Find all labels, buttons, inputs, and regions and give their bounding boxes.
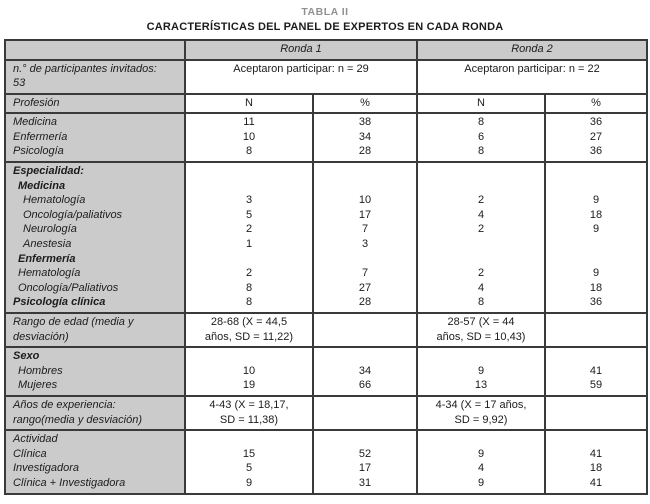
cell-value: años, SD = 11,22) [204, 330, 294, 343]
cell-value: 59 [589, 379, 603, 392]
sex-col3-cell [545, 347, 647, 396]
cell-value: 9 [592, 267, 600, 280]
participants-round2-cell [417, 60, 647, 94]
cell-value: 9 [592, 223, 600, 236]
cell-value [314, 252, 416, 267]
section-row-experience [5, 396, 647, 430]
cell-value [418, 349, 544, 364]
cell-value: SD = 9,92) [454, 413, 508, 426]
cell-value: 8 [477, 116, 485, 129]
row-label: Oncología/paliativos [23, 208, 123, 221]
age-range-col3-cell [545, 313, 647, 347]
round1-column-header: Ronda 1 [185, 40, 417, 60]
row-label: Sexo [13, 350, 40, 363]
age-range-col2-cell [417, 313, 545, 347]
row-label: Hombres [18, 364, 63, 377]
cell-value [418, 179, 544, 194]
activity-label-cell [5, 430, 185, 493]
cell-value [314, 315, 416, 330]
cell-value: 18 [589, 208, 603, 221]
profession-col2-cell [417, 113, 545, 162]
experience-col0-cell [185, 396, 313, 430]
round-header-row [5, 40, 647, 60]
cell-value: % [360, 96, 370, 109]
profession-header-col3-cell [545, 94, 647, 114]
cell-value: 34 [358, 130, 372, 143]
section-row-profession-header [5, 94, 647, 114]
cell-value: 8 [477, 145, 485, 158]
cell-value [418, 432, 544, 447]
sex-col1-cell [313, 347, 417, 396]
row-label: desviación) [13, 330, 69, 343]
cell-value: 2 [245, 267, 253, 280]
table-number-title: TABLA II [301, 6, 349, 18]
cell-value: 28-68 (X = 44,5 [210, 316, 288, 328]
cell-value: 19 [242, 379, 256, 392]
section-row-profession [5, 113, 647, 162]
cell-value [546, 432, 646, 447]
activity-col2-cell [417, 430, 545, 493]
cell-value: años, SD = 10,43) [436, 330, 526, 343]
speciality-col1-cell [313, 162, 417, 313]
profession-col0-cell [185, 113, 313, 162]
cell-value [314, 349, 416, 364]
sex-label-cell [5, 347, 185, 396]
age-range-col0-cell [185, 313, 313, 347]
cell-value [314, 330, 416, 345]
section-row-sex [5, 347, 647, 396]
cell-value: 9 [592, 194, 600, 207]
cell-value: 27 [358, 281, 372, 294]
cell-value: N [477, 96, 485, 109]
row-label: Hematología [18, 267, 81, 280]
cell-value [546, 237, 646, 252]
profession-header-col0-cell [185, 94, 313, 114]
sex-col2-cell [417, 347, 545, 396]
speciality-col0-cell [185, 162, 313, 313]
cell-value: 6 [477, 130, 485, 143]
cell-value [546, 252, 646, 267]
experience-label-cell [5, 396, 185, 430]
row-label: Investigadora [13, 462, 80, 475]
row-label: 53 [13, 77, 26, 90]
cell-value [186, 164, 312, 179]
cell-value: 4 [477, 208, 485, 221]
cell-value [546, 413, 646, 428]
cell-value [314, 413, 416, 428]
cell-value: 31 [358, 476, 372, 489]
cell-value: 4-43 (X = 18,17, [209, 398, 289, 411]
cell-value: 8 [477, 296, 485, 309]
cell-value: 4 [477, 281, 485, 294]
cell-value [314, 398, 416, 413]
cell-value: 18 [589, 462, 603, 475]
speciality-col2-cell [417, 162, 545, 313]
cell-value [186, 252, 312, 267]
cell-value: 15 [242, 447, 256, 460]
age-range-col1-cell [313, 313, 417, 347]
experience-col1-cell [313, 396, 417, 430]
cell-value [546, 398, 646, 413]
row-label: Anestesia [23, 238, 72, 251]
row-label: Actividad [13, 433, 58, 446]
participants-label-cell [5, 60, 185, 94]
profession-header-label-cell [5, 94, 185, 114]
cell-value [546, 315, 646, 330]
cell-value: 4 [477, 462, 485, 475]
speciality-label-cell [5, 162, 185, 313]
participants-round1-cell [185, 60, 417, 94]
cell-value [418, 252, 544, 267]
row-label: Oncología/Paliativos [18, 281, 119, 294]
activity-col1-cell [313, 430, 417, 493]
row-label: Mujeres [18, 379, 58, 392]
section-row-participants [5, 60, 647, 94]
cell-value: 7 [361, 267, 369, 280]
round2-column-header: Ronda 2 [417, 40, 647, 60]
cell-value: 9 [477, 476, 485, 489]
cell-value [546, 164, 646, 179]
row-label: n.° de participantes invitados: [13, 62, 157, 75]
cell-value [418, 237, 544, 252]
row-label: Psicología [13, 145, 64, 158]
cell-value [186, 179, 312, 194]
cell-value: 8 [245, 145, 253, 158]
cell-value: 17 [358, 208, 372, 221]
cell-value [546, 349, 646, 364]
cell-value [186, 349, 312, 364]
cell-value: % [591, 96, 601, 109]
cell-value: 2 [477, 194, 485, 207]
corner-cell [5, 40, 185, 60]
cell-value: 9 [245, 476, 253, 489]
experts-panel-table [4, 39, 648, 495]
cell-value: 2 [245, 223, 253, 236]
section-row-activity [5, 430, 647, 493]
profession-col3-cell [545, 113, 647, 162]
row-label: Clínica + Investigadora [13, 476, 126, 489]
row-label: Medicina [13, 116, 58, 129]
profession-col1-cell [313, 113, 417, 162]
cell-value: 36 [589, 145, 603, 158]
cell-value: 28 [358, 145, 372, 158]
cell-value: 41 [589, 476, 603, 489]
cell-value: N [245, 96, 253, 109]
cell-value: 5 [245, 208, 253, 221]
profession-header-col1-cell [313, 94, 417, 114]
activity-col0-cell [185, 430, 313, 493]
cell-value: 28 [358, 296, 372, 309]
cell-value: 36 [589, 116, 603, 129]
cell-value: 2 [477, 223, 485, 236]
cell-value: 41 [589, 364, 603, 377]
row-label: Hematología [23, 194, 86, 207]
cell-value: 38 [358, 116, 372, 129]
age-range-label-cell [5, 313, 185, 347]
row-label: rango(media y desviación) [13, 413, 143, 426]
cell-value [314, 164, 416, 179]
cell-value: 41 [589, 447, 603, 460]
cell-value: 17 [358, 462, 372, 475]
row-label: Medicina [18, 179, 66, 192]
cell-value: 18 [589, 281, 603, 294]
cell-value: 1 [245, 238, 253, 251]
cell-value: 10 [242, 364, 256, 377]
cell-value: 9 [477, 447, 485, 460]
cell-value: 5 [245, 462, 253, 475]
cell-value: 52 [358, 447, 372, 460]
cell-value: SD = 11,38) [219, 413, 279, 426]
row-label: Neurología [23, 223, 77, 236]
cell-value: 27 [589, 130, 603, 143]
cell-value: 28-57 (X = 44 [447, 316, 515, 328]
table-body [5, 60, 647, 494]
cell-value: 4-34 (X = 17 años, [435, 398, 527, 411]
row-label: Psicología clínica [13, 296, 106, 309]
row-label: Enfermería [13, 130, 68, 143]
cell-value: 7 [361, 223, 369, 236]
section-row-speciality [5, 162, 647, 313]
cell-value: 66 [358, 379, 372, 392]
cell-value: 10 [358, 194, 372, 207]
cell-value [314, 179, 416, 194]
cell-value: 2 [477, 267, 485, 280]
cell-text: Aceptaron participar: n = 29 [233, 62, 369, 75]
row-label: Años de experiencia: [13, 398, 116, 411]
cell-value: 3 [245, 194, 253, 207]
cell-value [418, 164, 544, 179]
speciality-col3-cell [545, 162, 647, 313]
cell-value [546, 179, 646, 194]
cell-value: 34 [358, 364, 372, 377]
cell-value [186, 432, 312, 447]
cell-value: 11 [243, 116, 255, 129]
experience-col3-cell [545, 396, 647, 430]
cell-value: 13 [474, 379, 488, 392]
cell-value: 8 [245, 281, 253, 294]
row-label: Rango de edad (media y [13, 316, 134, 328]
section-row-age-range [5, 313, 647, 347]
activity-col3-cell [545, 430, 647, 493]
cell-value: 9 [477, 364, 485, 377]
cell-value: 8 [245, 296, 253, 309]
cell-value: 36 [589, 296, 603, 309]
sex-col0-cell [185, 347, 313, 396]
cell-value [546, 330, 646, 345]
profession-header-col2-cell [417, 94, 545, 114]
row-label: Profesión [13, 96, 60, 109]
row-label: Clínica [13, 447, 47, 460]
profession-label-cell [5, 113, 185, 162]
row-label: Enfermería [18, 252, 76, 265]
table-caption: CARACTERÍSTICAS DEL PANEL DE EXPERTOS EN CADA RONDA [146, 21, 504, 33]
cell-value: 10 [242, 130, 256, 143]
cell-text: Aceptaron participar: n = 22 [464, 62, 600, 75]
cell-value: 3 [361, 238, 369, 251]
cell-value [314, 432, 416, 447]
experience-col2-cell [417, 396, 545, 430]
row-label: Especialidad: [13, 165, 84, 178]
